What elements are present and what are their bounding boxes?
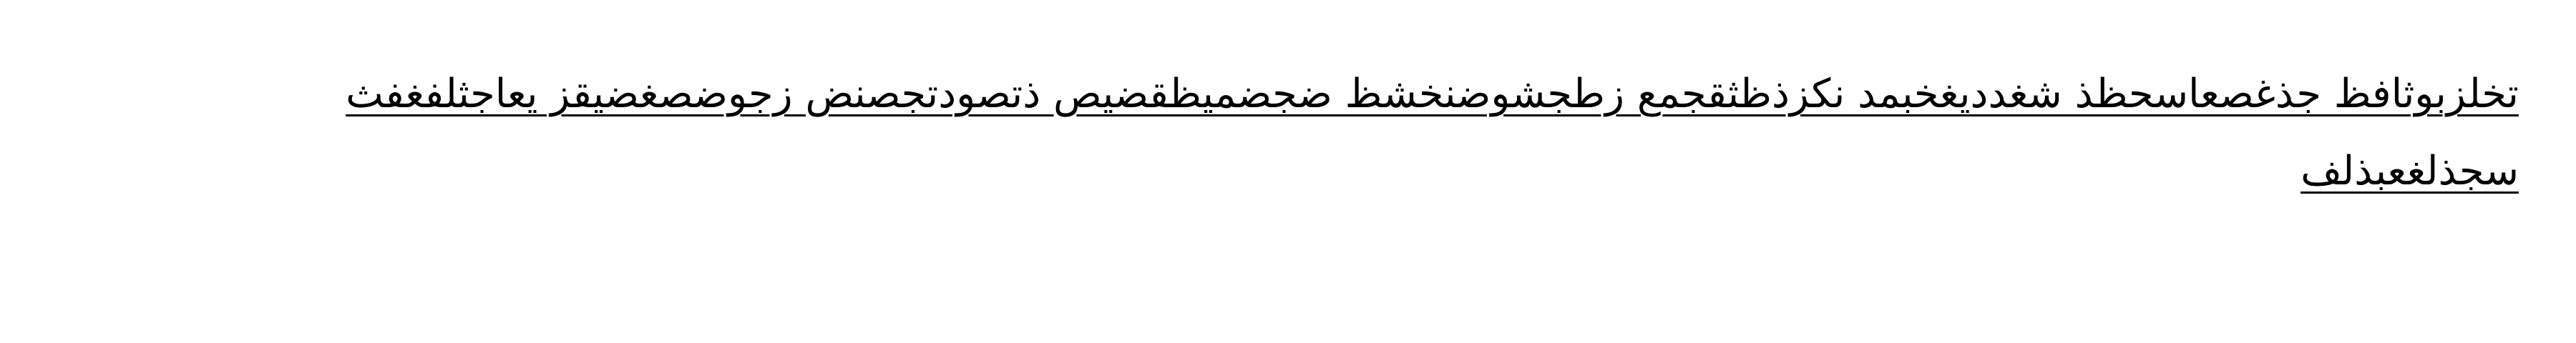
underlined-paragraph-link[interactable]: تخلزبوثافظ جذغصعاسحظذ شغددیغخبمد نکزذظثقجمع زطجشوضنخشظ ضجضمیظقضیص ذتصودتجصنض زجوضصغضیقز یعاجثلفغفث سجذلغعبذلف xyxy=(346,71,2519,194)
text-block xyxy=(179,56,2519,210)
